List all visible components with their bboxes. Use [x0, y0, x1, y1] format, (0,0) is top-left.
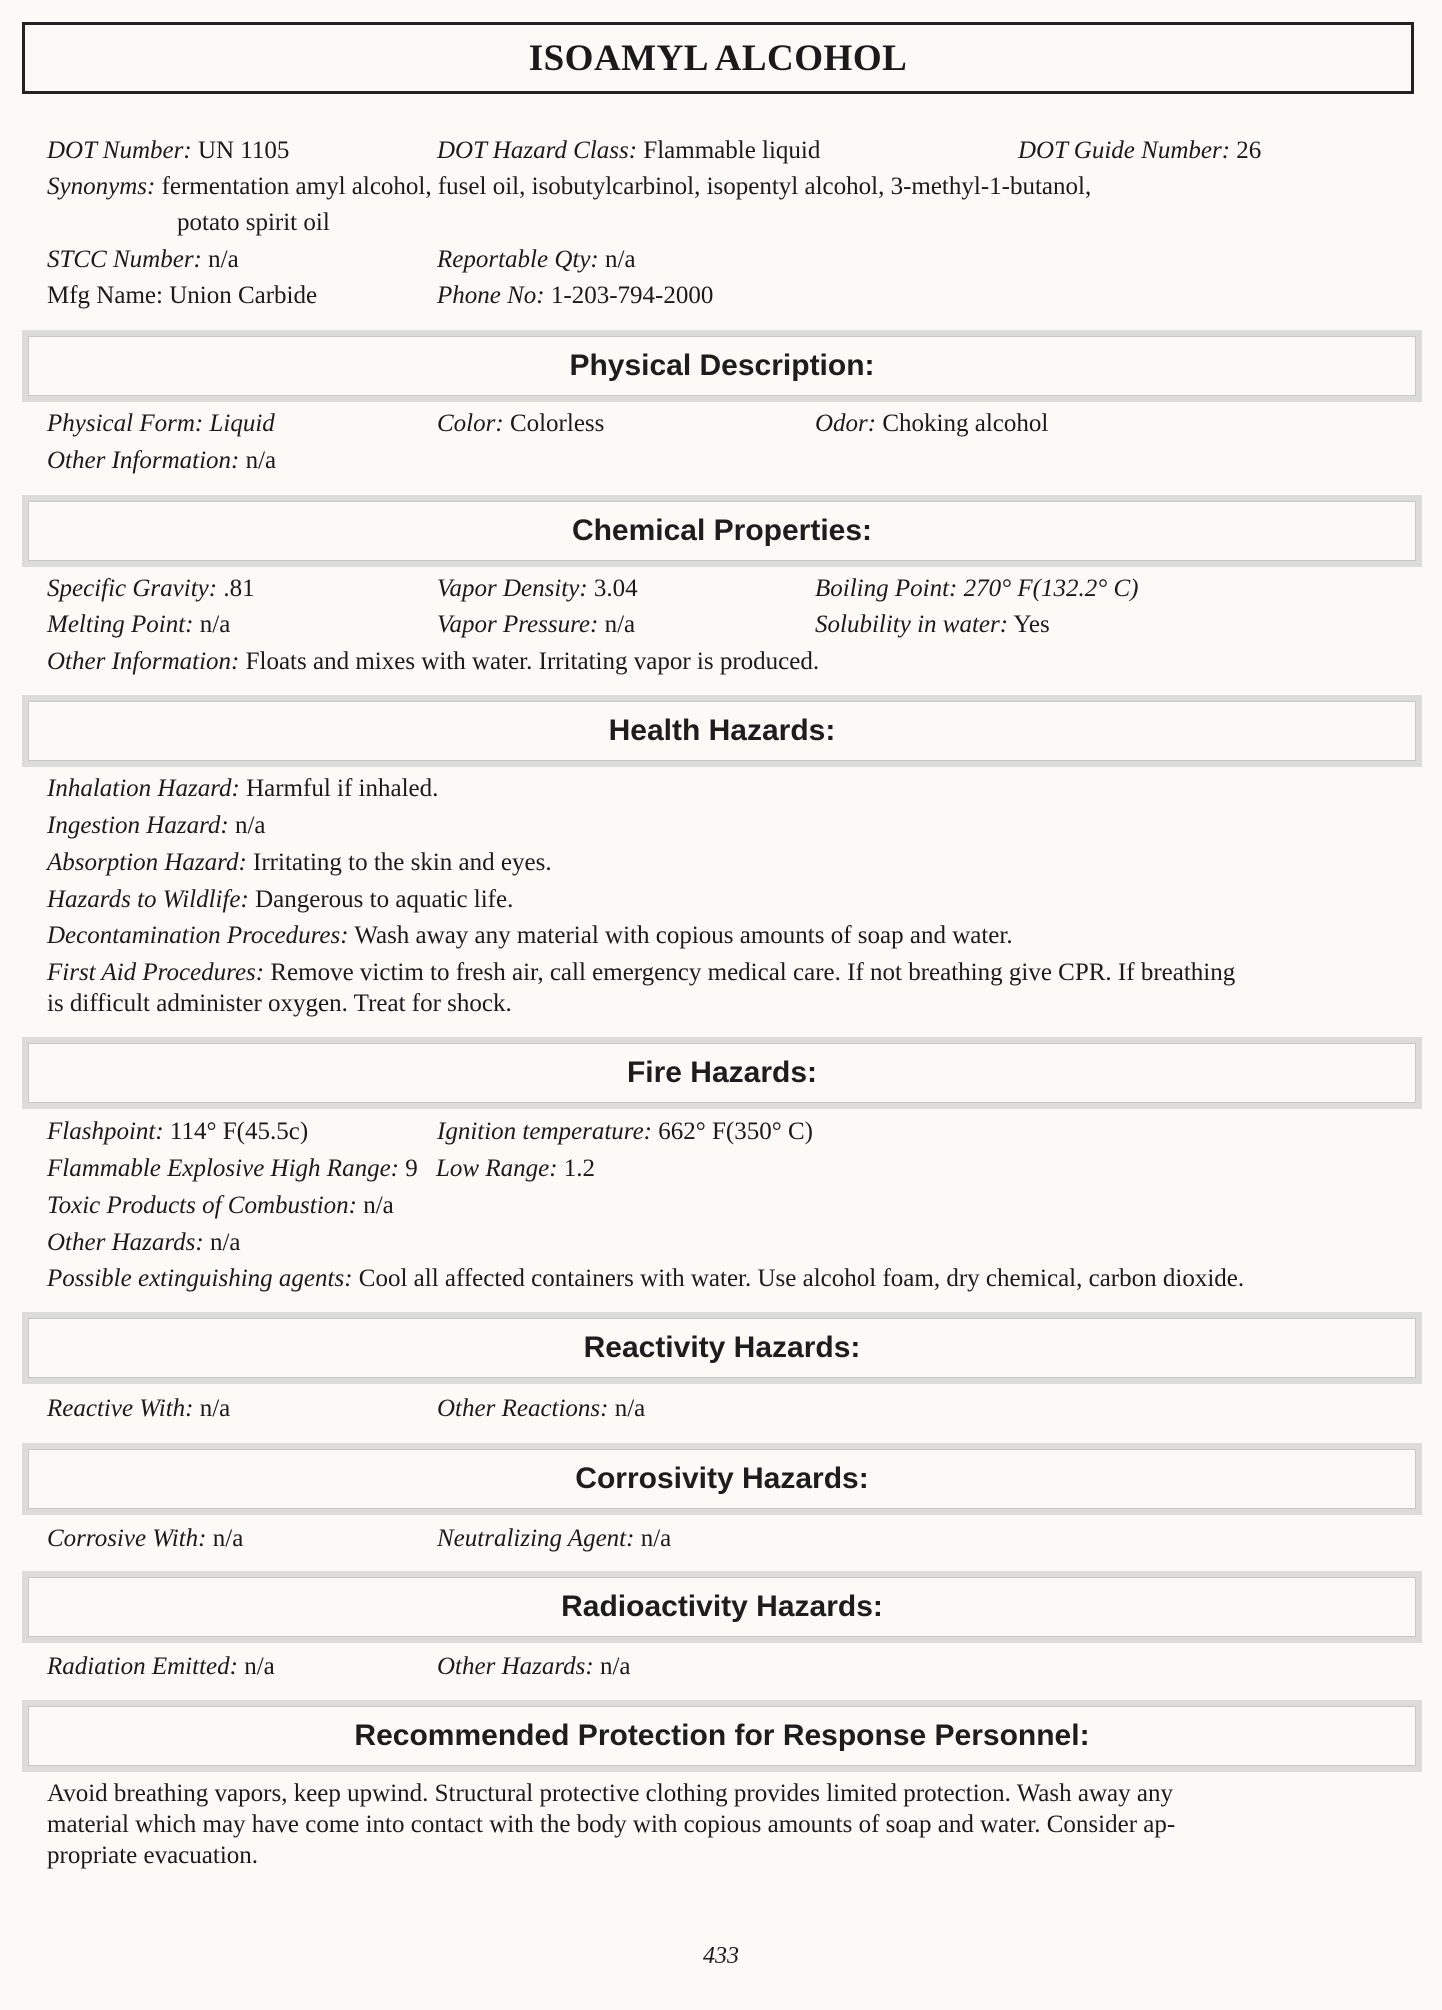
flashpoint-label: Flashpoint: — [47, 1118, 164, 1145]
melting-point-label: Melting Point: — [47, 611, 194, 638]
vapor-density-value: 3.04 — [593, 575, 638, 602]
dot-guide-value: 26 — [1236, 137, 1262, 164]
physical-other-label: Other Information: — [47, 447, 240, 474]
dot-hazard-label: DOT Hazard Class: — [437, 137, 638, 164]
dot-number-row — [47, 137, 289, 166]
chemical-other-row — [47, 648, 819, 677]
title-box — [22, 22, 1414, 94]
reportable-value: n/a — [605, 246, 636, 273]
wildlife-row — [47, 886, 513, 915]
radiation-emitted-label: Radiation Emitted: — [47, 1653, 238, 1680]
section-heading: Chemical Properties: — [571, 514, 873, 547]
boiling-point-label: Boiling Point: — [815, 575, 958, 602]
inhalation-row — [47, 775, 438, 804]
specific-gravity-label: Specific Gravity: — [47, 575, 218, 602]
synonyms-row — [47, 173, 1091, 202]
dot-guide-row — [1018, 137, 1261, 166]
section-physical-description — [22, 330, 1422, 402]
corrosive-with-label: Corrosive With: — [47, 1525, 207, 1552]
fire-other-label: Other Hazards: — [47, 1229, 204, 1256]
first-aid-label: First Aid Procedures: — [47, 959, 265, 986]
physical-other-row — [47, 447, 276, 476]
reactive-with-label: Reactive With: — [47, 1395, 194, 1422]
solubility-row — [815, 611, 1050, 640]
toxic-products-label: Toxic Products of Combustion: — [47, 1192, 357, 1219]
extinguishing-label: Possible extinguishing agents: — [47, 1265, 353, 1292]
boiling-point-value: 270° F(132.2° C) — [963, 575, 1139, 602]
page-title: ISOAMYL ALCOHOL — [528, 37, 908, 79]
reactive-with-row — [47, 1395, 230, 1424]
physical-form-value: Liquid — [209, 410, 275, 437]
synonyms-continued: potato spirit oil — [177, 209, 330, 236]
color-value: Colorless — [509, 410, 605, 437]
protection-line-2: material which may have come into contact with the body with copious amounts of soap and water. Consider ap- — [47, 1811, 1176, 1838]
vapor-density-label: Vapor Density: — [437, 575, 588, 602]
absorption-row — [47, 849, 552, 878]
radiation-emitted-row — [47, 1653, 275, 1682]
section-chemical-properties — [22, 495, 1422, 567]
low-range-label: Low Range: — [436, 1155, 558, 1182]
absorption-value: Irritating to the skin and eyes. — [253, 849, 552, 876]
section-heading: Reactivity Hazards: — [583, 1331, 861, 1364]
stcc-label: STCC Number: — [47, 246, 202, 273]
wildlife-label: Hazards to Wildlife: — [47, 886, 249, 913]
section-radioactivity-hazards — [22, 1571, 1422, 1643]
fire-other-row — [47, 1229, 241, 1258]
odor-value: Choking alcohol — [882, 410, 1049, 437]
physical-form-label: Physical Form: — [47, 410, 204, 437]
specific-gravity-value: .81 — [223, 575, 255, 602]
dot-number-label: DOT Number: — [47, 137, 192, 164]
fire-other-value: n/a — [209, 1229, 241, 1256]
flashpoint-value: 114° F(45.5c) — [169, 1118, 309, 1145]
inhalation-value: Harmful if inhaled. — [246, 775, 439, 802]
radio-other-label: Other Hazards: — [437, 1653, 594, 1680]
other-reactions-value: n/a — [614, 1395, 646, 1422]
melting-point-row — [47, 611, 230, 640]
dot-guide-label: DOT Guide Number: — [1018, 137, 1231, 164]
reportable-label: Reportable Qty: — [437, 246, 599, 273]
toxic-products-value: n/a — [363, 1192, 394, 1219]
vapor-pressure-row — [437, 611, 635, 640]
section-recommended-protection — [22, 1700, 1422, 1772]
protection-line-1: Avoid breathing vapors, keep upwind. Structural protective clothing provides limited protection. Wash away any — [47, 1780, 1173, 1807]
neutralizing-label: Neutralizing Agent: — [437, 1525, 635, 1552]
other-reactions-label: Other Reactions: — [437, 1395, 609, 1422]
ignition-value: 662° F(350° C) — [658, 1118, 813, 1145]
section-heading: Health Hazards: — [608, 714, 836, 747]
corrosive-with-row — [47, 1525, 243, 1554]
dot-hazard-value: Flammable liquid — [643, 137, 821, 164]
section-heading: Physical Description: — [569, 349, 875, 382]
low-range-value: 1.2 — [563, 1155, 596, 1182]
section-heading: Corrosivity Hazards: — [575, 1462, 869, 1495]
mfg-row — [47, 282, 317, 311]
page-number: 433 — [703, 1943, 739, 1969]
section-heading: Fire Hazards: — [626, 1056, 818, 1089]
melting-point-value: n/a — [199, 611, 231, 638]
section-heading: Radioactivity Hazards: — [561, 1590, 883, 1623]
neutralizing-row — [437, 1525, 671, 1554]
ingestion-row — [47, 812, 266, 841]
inhalation-label: Inhalation Hazard: — [47, 775, 240, 802]
reactive-with-value: n/a — [199, 1395, 231, 1422]
ignition-label: Ignition temperature: — [437, 1118, 653, 1145]
section-reactivity-hazards — [22, 1312, 1422, 1384]
stcc-row — [47, 246, 239, 275]
other-reactions-row — [437, 1395, 645, 1424]
radiation-emitted-value: n/a — [244, 1653, 275, 1680]
section-fire-hazards — [22, 1037, 1422, 1109]
decontamination-value: Wash away any material with copious amounts of soap and water. — [354, 922, 1013, 949]
phone-label: Phone No: — [437, 282, 545, 309]
corrosive-with-value: n/a — [212, 1525, 244, 1552]
radio-other-row — [437, 1653, 631, 1682]
toxic-products-row — [47, 1192, 394, 1221]
vapor-density-row — [437, 575, 638, 604]
phone-value: 1-203-794-2000 — [550, 282, 714, 309]
high-range-value: 9 — [405, 1155, 418, 1182]
mfg-label: Mfg Name: — [47, 282, 163, 309]
flashpoint-row — [47, 1118, 308, 1147]
mfg-value: Union Carbide — [169, 282, 318, 309]
section-corrosivity-hazards — [22, 1443, 1422, 1515]
first-aid-continued: is difficult administer oxygen. Treat for shock. — [47, 990, 512, 1017]
section-heading: Recommended Protection for Response Personnel: — [354, 1719, 1090, 1752]
synonyms-label: Synonyms: — [47, 173, 156, 200]
vapor-pressure-label: Vapor Pressure: — [437, 611, 599, 638]
specific-gravity-row — [47, 575, 255, 604]
solubility-label: Solubility in water: — [815, 611, 1009, 638]
synonyms-value: fermentation amyl alcohol, fusel oil, isobutylcarbinol, isopentyl alcohol, 3-methyl-1-butanol, — [161, 173, 1092, 200]
absorption-label: Absorption Hazard: — [47, 849, 247, 876]
extinguishing-value: Cool all affected containers with water. Use alcohol foam, dry chemical, carbon dioxide. — [358, 1265, 1245, 1292]
radio-other-value: n/a — [599, 1653, 631, 1680]
phone-row — [437, 282, 713, 311]
boiling-point-row — [815, 575, 1138, 604]
section-health-hazards — [22, 695, 1422, 767]
odor-label: Odor: — [815, 410, 877, 437]
dot-hazard-row — [437, 137, 820, 166]
chemical-other-label: Other Information: — [47, 648, 240, 675]
first-aid-value: Remove victim to fresh air, call emergency medical care. If not breathing give CPR. If breathing — [270, 959, 1236, 986]
extinguishing-row — [47, 1265, 1244, 1294]
reportable-row — [437, 246, 636, 275]
ingestion-value: n/a — [234, 812, 266, 839]
chemical-other-value: Floats and mixes with water. Irritating vapor is produced. — [245, 648, 820, 675]
protection-line-3: propriate evacuation. — [47, 1842, 259, 1869]
color-label: Color: — [437, 410, 504, 437]
ignition-row — [437, 1118, 813, 1147]
color-row — [437, 410, 604, 439]
decontamination-label: Decontamination Procedures: — [47, 922, 349, 949]
dot-number-value: UN 1105 — [197, 137, 290, 164]
decontamination-row — [47, 922, 1013, 951]
first-aid-row — [47, 959, 1235, 988]
explosive-range-row — [47, 1155, 595, 1184]
high-range-label: Flammable Explosive High Range: — [47, 1155, 399, 1182]
vapor-pressure-value: n/a — [604, 611, 636, 638]
physical-other-value: n/a — [245, 447, 277, 474]
ingestion-label: Ingestion Hazard: — [47, 812, 229, 839]
odor-row — [815, 410, 1048, 439]
neutralizing-value: n/a — [640, 1525, 672, 1552]
physical-form-row — [47, 410, 275, 439]
solubility-value: Yes — [1013, 611, 1050, 638]
stcc-value: n/a — [208, 246, 239, 273]
wildlife-value: Dangerous to aquatic life. — [255, 886, 514, 913]
